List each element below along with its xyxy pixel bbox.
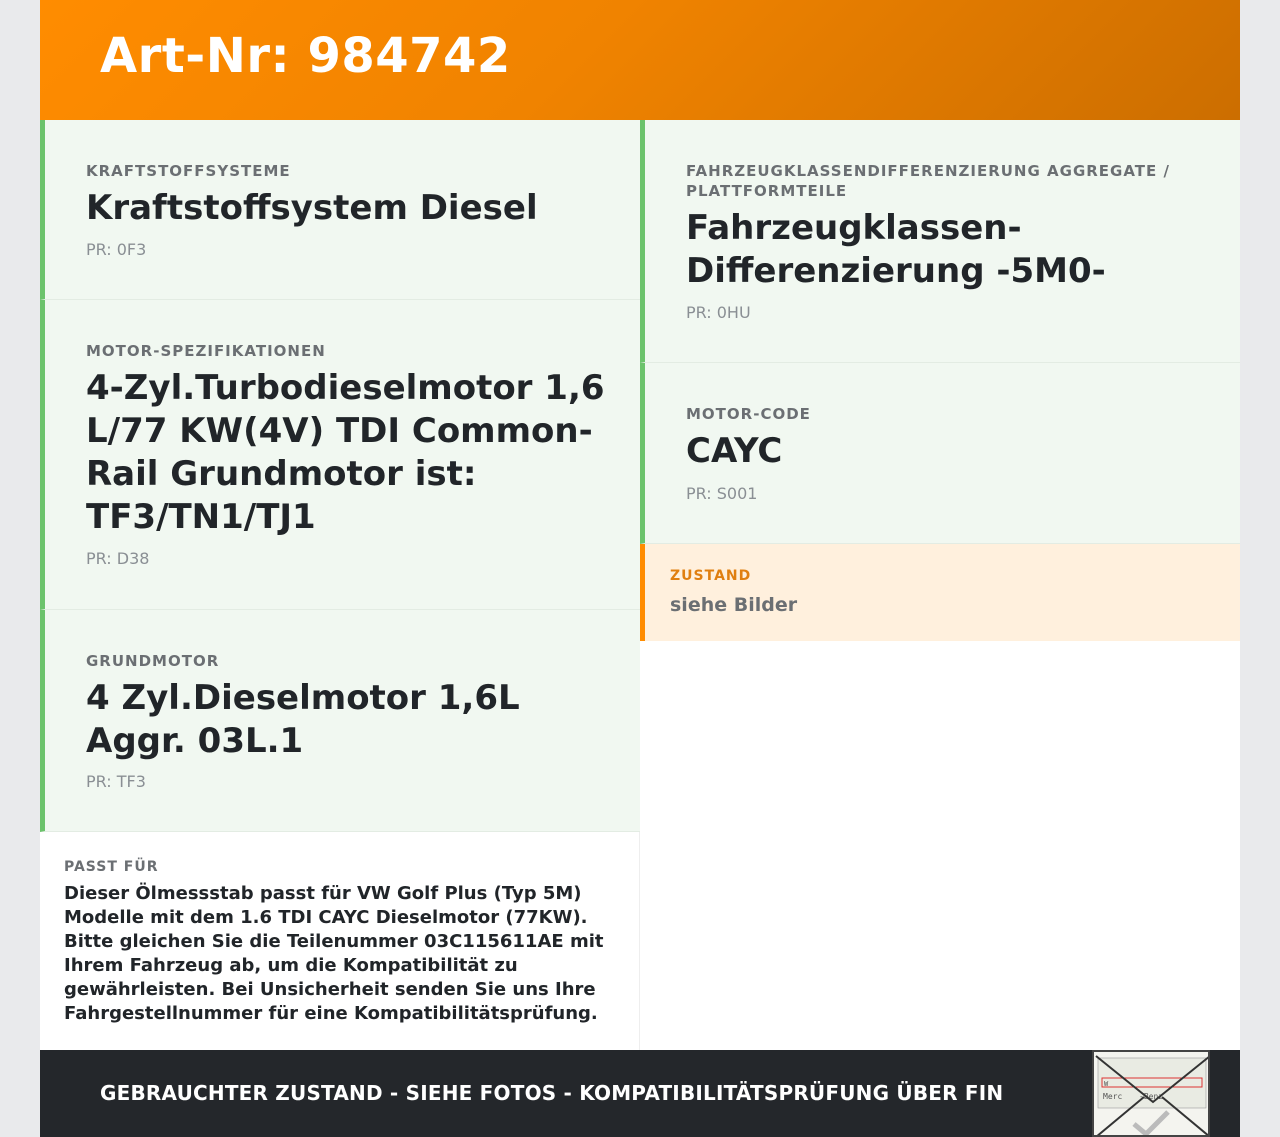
header-bar <box>40 0 1240 120</box>
page <box>40 0 1240 1137</box>
spec-pr-code: PR: 0F3 <box>86 240 147 259</box>
spec-category: GRUNDMOTOR <box>86 652 220 670</box>
spec-category: MOTOR-SPEZIFIKATIONEN <box>86 342 326 360</box>
spec-value: Fahrzeugklassen-Differenzierung -5M0- <box>686 208 1106 291</box>
spec-card-motor <box>40 300 640 610</box>
spec-category: KRAFTSTOFFSYSTEME <box>86 162 291 180</box>
spec-value: CAYC <box>686 431 783 471</box>
spec-pr-code: PR: D38 <box>86 549 150 568</box>
fits-section <box>40 832 640 1050</box>
fits-label: PASST FÜR <box>64 859 159 875</box>
stamp-text-w: W <box>1104 1080 1109 1088</box>
spec-value: Kraftstoffsystem Diesel <box>86 188 538 228</box>
spec-card-motor-code <box>640 363 1240 544</box>
condition-box <box>640 544 1240 641</box>
spec-category: FAHRZEUGKLASSENDIFFERENZIERUNG AGGREGATE / PLATTFORMTEILE <box>686 162 1170 200</box>
spec-pr-code: PR: S001 <box>686 484 758 503</box>
footer-text: GEBRAUCHTER ZUSTAND - SIEHE FOTOS - KOMPATIBILITÄTSPRÜFUNG ÜBER FIN <box>100 1081 1004 1105</box>
condition-label: ZUSTAND <box>670 568 752 584</box>
envelope-registration-image <box>1094 1052 1210 1137</box>
article-number-title: Art-Nr: 984742 <box>100 28 511 84</box>
spec-pr-code: PR: 0HU <box>686 303 751 322</box>
spec-card-grundmotor <box>40 610 640 832</box>
stamp-text-benz: -Benz <box>1139 1092 1164 1101</box>
spec-value: 4-Zyl.Turbodieselmotor 1,6 L/77 KW(4V) TDI Common-Rail Grundmotor ist: TF3/TN1/TJ1 <box>86 368 605 537</box>
spec-card-fahrzeugklasse <box>640 120 1240 363</box>
condition-value: siehe Bilder <box>670 594 798 616</box>
envelope-registration-icon <box>1092 1050 1210 1137</box>
spec-category: MOTOR-CODE <box>686 405 811 423</box>
spec-card-kraftstoffsystem <box>40 120 640 300</box>
spec-value: 4 Zyl.Dieselmotor 1,6L Aggr. 03L.1 <box>86 678 520 761</box>
footer-bar <box>40 1050 1240 1137</box>
fits-description: Dieser Ölmessstab passt für VW Golf Plus (Typ 5M) Modelle mit dem 1.6 TDI CAYC Dieselmotor (77KW). Bitte gleichen Sie die Teilenummer 03C115611AE mit Ihrem Fahrzeug ab, um die Kompatibilität zu gewährleisten. Bei Unsicherheit senden Sie uns Ihre Fahrgestellnummer für eine Kompatibilitätsprüfung. <box>64 883 604 1024</box>
spec-pr-code: PR: TF3 <box>86 772 146 791</box>
stamp-text-merc: Merc <box>1103 1092 1123 1101</box>
